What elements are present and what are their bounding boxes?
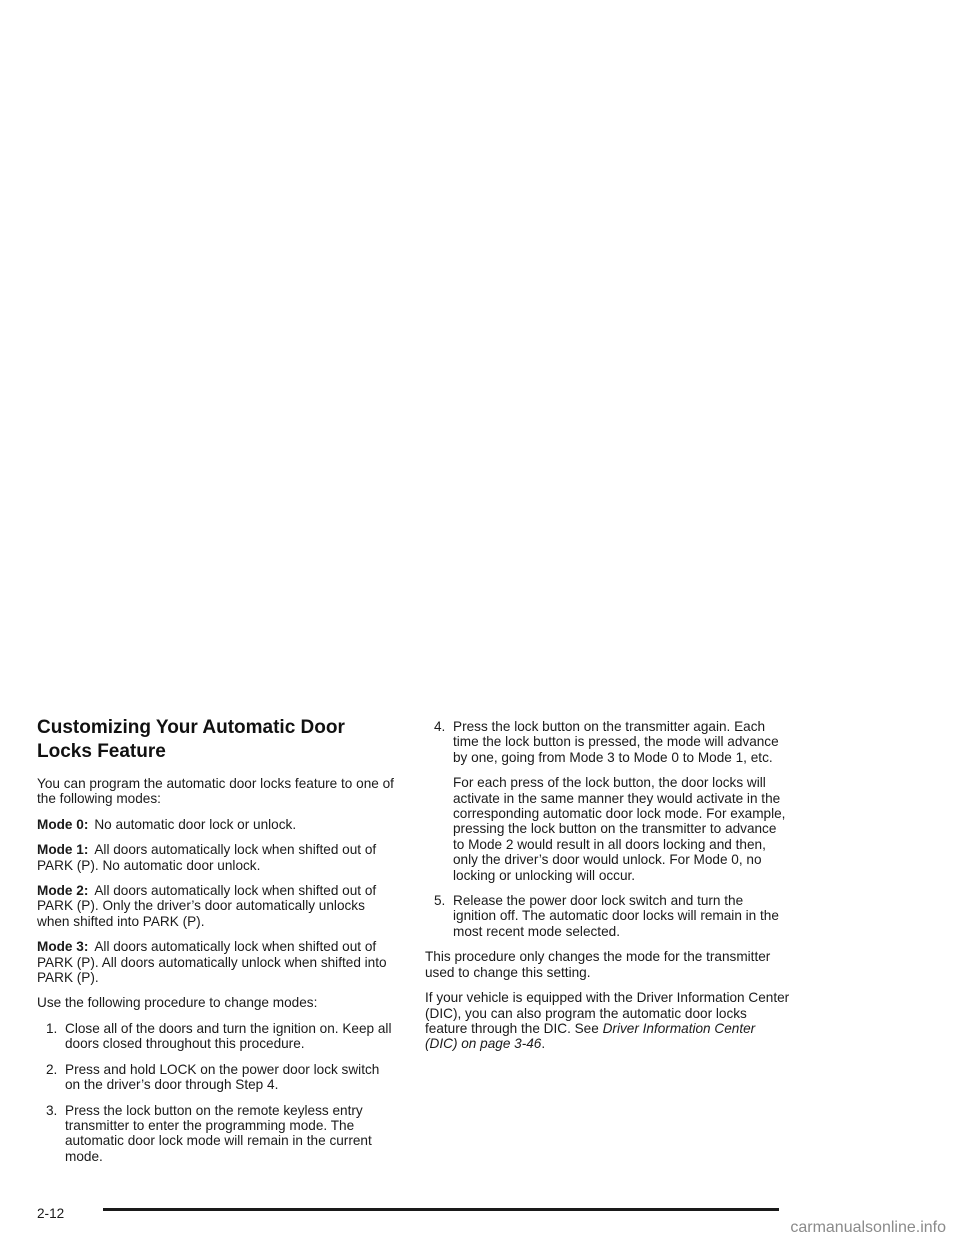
mode-3-paragraph (37, 939, 397, 985)
step-text: Close all of the doors and turn the ignition on. Keep all doors closed throughout this procedure. (65, 1020, 392, 1052)
step-text: Press the lock button on the transmitter again. Each time the lock button is pressed, the mode will advance by one, going from Mode 3 to Mode 0 to Mode 1, etc. (453, 719, 779, 765)
right-column (425, 719, 790, 1062)
mode-text: All doors automatically lock when shifted out of PARK (P). Only the driver’s door automatically unlocks when shifted into PARK (P). (37, 883, 377, 929)
mode-1-paragraph (37, 842, 397, 873)
step-text: Press the lock button on the remote keyless entry transmitter to enter the programming mode. The automatic door lock mode will remain in the current mode. (65, 1102, 372, 1164)
step-number: 5. (434, 893, 446, 909)
mode-label: Mode 3: (37, 939, 89, 955)
procedure-step-2 (37, 1062, 397, 1093)
page-reference: Driver Information Center (DIC) on page 3-46 (425, 1020, 756, 1052)
mode-text: All doors automatically lock when shifted out of PARK (P). All doors automatically unlock when shifted into PARK (P). (37, 939, 387, 986)
step-text: Press and hold LOCK on the power door lock switch on the driver’s door through Step 4. (65, 1061, 380, 1093)
intro-paragraph: You can program the automatic door locks feature to one of the following modes: (37, 776, 394, 807)
procedure-intro: Use the following procedure to change modes: (37, 995, 318, 1011)
watermark: carmanualsonline.info (790, 1219, 946, 1236)
mode-text: No automatic door lock or unlock. (94, 816, 297, 832)
procedure-step-5 (425, 893, 790, 939)
step-4-note: For each press of the lock button, the door locks will activate in the same manner they would activate in the corresponding automatic door lock mode. For example, pressing the lock button on the transmitter to advance to Mode 2 would result in all doors locking and then, only the driver’s door would unlock. For Mode 0, no locking or unlocking will occur. (453, 775, 786, 883)
page-number: 2-12 (37, 1206, 65, 1221)
mode-label: Mode 0: (37, 816, 89, 832)
step-number: 2. (46, 1061, 58, 1077)
footer-rule (103, 1208, 779, 1211)
step-number: 4. (434, 719, 446, 734)
mode-text: All doors automatically lock when shifted out of PARK (P). No automatic door unlock. (37, 842, 377, 873)
procedure-step-4 (425, 719, 790, 765)
procedure-step-3 (37, 1103, 397, 1165)
procedure-step-1 (37, 1021, 397, 1052)
section-heading: Customizing Your Automatic Door Locks Feature (37, 717, 345, 762)
closing-end: . (541, 1036, 546, 1052)
mode-2-paragraph (37, 883, 397, 929)
mode-0-paragraph (37, 817, 397, 832)
step-number: 1. (46, 1020, 58, 1036)
step-number: 3. (46, 1102, 58, 1118)
mode-label: Mode 2: (37, 883, 89, 899)
left-column (37, 716, 397, 1174)
closing-paragraph-2 (425, 990, 790, 1052)
step-text: Release the power door lock switch and turn the ignition off. The automatic door locks will remain in the most recent mode selected. (453, 893, 779, 939)
mode-label: Mode 1: (37, 842, 89, 858)
closing-paragraph-1: This procedure only changes the mode for the transmitter used to change this setting. (425, 949, 771, 980)
closing-text: If your vehicle is equipped with the Driver Information Center (DIC), you can also program the automatic door locks feature through the DIC. See (425, 990, 790, 1036)
